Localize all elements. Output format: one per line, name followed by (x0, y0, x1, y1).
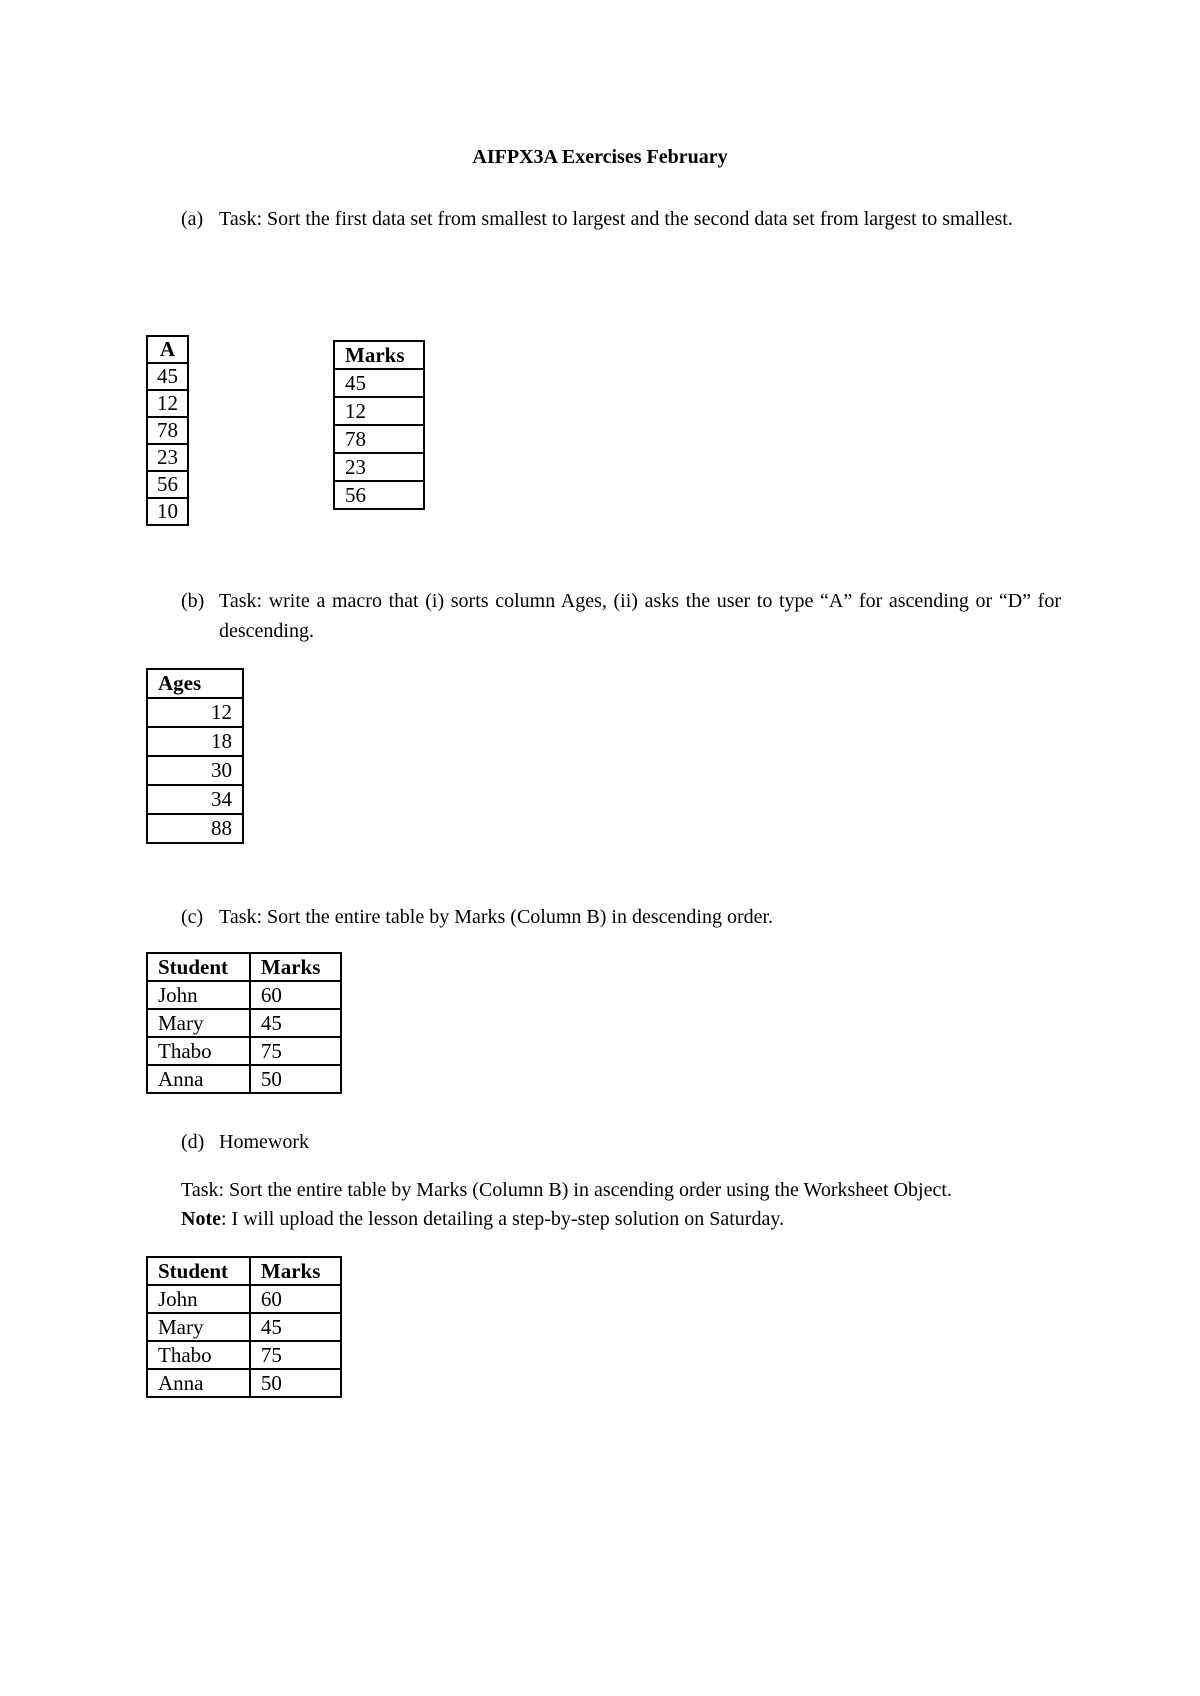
table-c-cell: John (147, 981, 250, 1009)
table-a (146, 335, 189, 526)
table-c-cell: 45 (250, 1009, 341, 1037)
table-a-cell: 56 (147, 471, 188, 498)
table-a-header: A (147, 336, 188, 363)
table-d-cell: 60 (250, 1285, 341, 1313)
table-c-cell: 75 (250, 1037, 341, 1065)
table-ages-cell: 88 (147, 814, 243, 843)
task-b (181, 586, 1061, 646)
task-a-label: (a) (181, 208, 204, 230)
table-marks-cell: 23 (334, 453, 424, 481)
table-a-cell: 10 (147, 498, 188, 525)
table-ages-cell: 12 (147, 698, 243, 727)
table-d-cell: 45 (250, 1313, 341, 1341)
task-d-heading: Homework (219, 1131, 309, 1153)
task-d-text: Task: Sort the entire table by Marks (Column B) in ascending order using the Worksheet Object. (181, 1179, 952, 1201)
table-c-cell: Anna (147, 1065, 250, 1093)
table-d-header-marks: Marks (250, 1257, 341, 1285)
table-a-cell: 23 (147, 444, 188, 471)
table-c-cell: Mary (147, 1009, 250, 1037)
table-d-header-student: Student (147, 1257, 250, 1285)
table-d-cell: Thabo (147, 1341, 250, 1369)
table-marks (333, 340, 425, 510)
table-c (146, 952, 342, 1094)
table-d-cell: 75 (250, 1341, 341, 1369)
table-a-cell: 45 (147, 363, 188, 390)
table-marks-header: Marks (334, 341, 424, 369)
table-marks-cell: 12 (334, 397, 424, 425)
table-marks-cell: 56 (334, 481, 424, 509)
note-label: Note (181, 1208, 221, 1230)
table-d (146, 1256, 342, 1398)
table-d-cell: John (147, 1285, 250, 1313)
table-marks-cell: 45 (334, 369, 424, 397)
table-ages-cell: 18 (147, 727, 243, 756)
table-d-cell: Anna (147, 1369, 250, 1397)
table-ages-cell: 30 (147, 756, 243, 785)
table-d-cell: Mary (147, 1313, 250, 1341)
task-b-label: (b) (181, 590, 205, 612)
table-ages-header: Ages (147, 669, 243, 698)
table-d-cell: 50 (250, 1369, 341, 1397)
table-c-cell: Thabo (147, 1037, 250, 1065)
table-c-header-student: Student (147, 953, 250, 981)
task-d-note (181, 1205, 1081, 1234)
table-ages-cell: 34 (147, 785, 243, 814)
task-a-text: Task: Sort the first data set from smallest to largest and the second data set from largest to smallest. (219, 208, 1013, 230)
note-text: : I will upload the lesson detailing a step-by-step solution on Saturday. (220, 1208, 785, 1230)
table-a-cell: 78 (147, 417, 188, 444)
task-a (181, 204, 1061, 234)
table-ages (146, 668, 244, 844)
task-b-text: Task: write a macro that (i) sorts column Ages, (ii) asks the user to type “A” for ascending or “D” for descending. (219, 590, 1061, 642)
task-d (181, 1127, 1061, 1157)
task-c-label: (c) (181, 906, 204, 928)
table-marks-cell: 78 (334, 425, 424, 453)
table-c-cell: 60 (250, 981, 341, 1009)
table-c-header-marks: Marks (250, 953, 341, 981)
table-a-cell: 12 (147, 390, 188, 417)
table-c-cell: 50 (250, 1065, 341, 1093)
task-c (181, 902, 1061, 932)
task-c-text: Task: Sort the entire table by Marks (Column B) in descending order. (219, 906, 774, 928)
page-title: AIFPX3A Exercises February (472, 146, 728, 168)
task-d-instructions (181, 1176, 1081, 1234)
task-d-label: (d) (181, 1131, 205, 1153)
